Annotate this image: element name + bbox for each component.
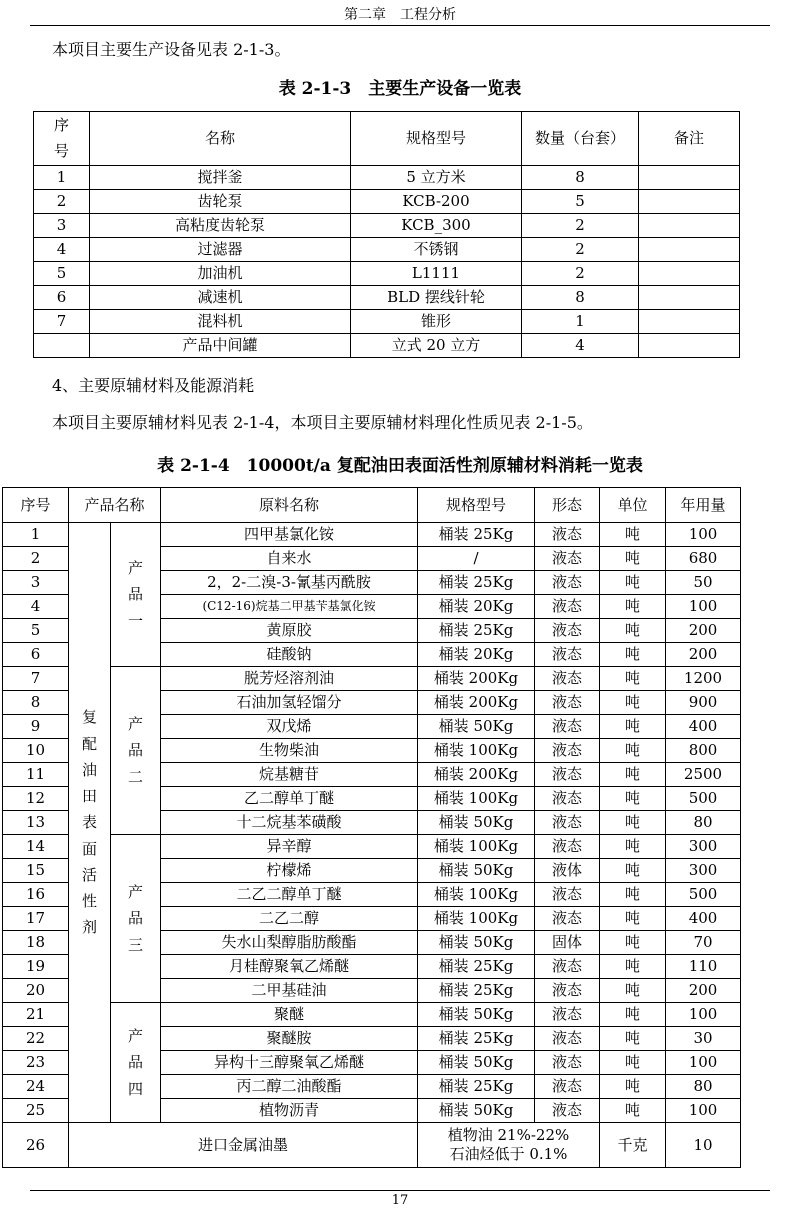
spec-cell: 桶装 25Kg bbox=[418, 523, 535, 547]
qty-cell: 680 bbox=[666, 547, 741, 571]
seq-cell: 20 bbox=[3, 979, 69, 1003]
spec-cell: 桶装 100Kg bbox=[418, 907, 535, 931]
seq-cell: 8 bbox=[3, 691, 69, 715]
unit-cell: 吨 bbox=[600, 1027, 666, 1051]
spec-cell: 桶装 50Kg bbox=[418, 811, 535, 835]
seq-cell: 23 bbox=[3, 1051, 69, 1075]
state-cell: 液态 bbox=[535, 787, 600, 811]
qty-cell: 2500 bbox=[666, 763, 741, 787]
spec-cell: 桶装 50Kg bbox=[418, 1051, 535, 1075]
material-cell: 进口金属油墨 bbox=[69, 1123, 418, 1168]
remark-cell bbox=[639, 213, 740, 237]
state-cell: 液体 bbox=[535, 859, 600, 883]
unit-cell: 千克 bbox=[600, 1123, 666, 1168]
intro-paragraph-2: 本项目主要原辅材料见表 2-1-4，本项目主要原辅材料理化性质见表 2-1-5。 bbox=[52, 413, 593, 432]
header-divider bbox=[30, 25, 770, 26]
unit-cell: 吨 bbox=[600, 835, 666, 859]
state-cell: 液态 bbox=[535, 571, 600, 595]
qty-cell: 70 bbox=[666, 931, 741, 955]
spec-cell: 桶装 50Kg bbox=[418, 715, 535, 739]
qty-cell: 200 bbox=[666, 979, 741, 1003]
seq-cell: 16 bbox=[3, 883, 69, 907]
seq-cell: 1 bbox=[3, 523, 69, 547]
material-cell: 异构十三醇聚氧乙烯醚 bbox=[161, 1051, 418, 1075]
spec-cell: 桶装 200Kg bbox=[418, 691, 535, 715]
material-cell: 四甲基氯化铵 bbox=[161, 523, 418, 547]
material-cell: 生物柴油 bbox=[161, 739, 418, 763]
material-cell: 植物沥青 bbox=[161, 1099, 418, 1123]
unit-cell: 吨 bbox=[600, 547, 666, 571]
qty-cell: 80 bbox=[666, 811, 741, 835]
unit-cell: 吨 bbox=[600, 523, 666, 547]
qty-cell: 30 bbox=[666, 1027, 741, 1051]
spec-cell: 桶装 100Kg bbox=[418, 883, 535, 907]
seq-cell: 4 bbox=[34, 237, 90, 261]
seq-cell: 11 bbox=[3, 763, 69, 787]
spec-cell: 桶装 100Kg bbox=[418, 739, 535, 763]
state-cell: 液态 bbox=[535, 619, 600, 643]
table-row bbox=[3, 835, 741, 859]
spec-cell: 桶装 200Kg bbox=[418, 763, 535, 787]
unit-cell: 吨 bbox=[600, 691, 666, 715]
qty-cell: 200 bbox=[666, 619, 741, 643]
name-cell: 过滤器 bbox=[90, 237, 351, 261]
unit-cell: 吨 bbox=[600, 883, 666, 907]
state-cell: 液态 bbox=[535, 667, 600, 691]
header-seq: 序号 bbox=[3, 488, 69, 523]
table-row bbox=[34, 261, 740, 285]
spec-cell: 桶装 25Kg bbox=[418, 1075, 535, 1099]
qty-cell: 5 bbox=[522, 189, 639, 213]
unit-cell: 吨 bbox=[600, 979, 666, 1003]
table-row bbox=[3, 667, 741, 691]
seq-cell: 14 bbox=[3, 835, 69, 859]
spec-cell: 桶装 20Kg bbox=[418, 643, 535, 667]
state-cell: 液态 bbox=[535, 715, 600, 739]
qty-cell: 100 bbox=[666, 1051, 741, 1075]
qty-cell: 2 bbox=[522, 213, 639, 237]
state-cell: 液态 bbox=[535, 1099, 600, 1123]
state-cell: 液态 bbox=[535, 883, 600, 907]
qty-cell: 8 bbox=[522, 165, 639, 189]
table-row bbox=[34, 237, 740, 261]
qty-cell: 10 bbox=[666, 1123, 741, 1168]
header-state: 形态 bbox=[535, 488, 600, 523]
seq-cell: 10 bbox=[3, 739, 69, 763]
seq-cell: 1 bbox=[34, 165, 90, 189]
header-unit: 单位 bbox=[600, 488, 666, 523]
seq-cell: 13 bbox=[3, 811, 69, 835]
material-cell: 月桂醇聚氧乙烯醚 bbox=[161, 955, 418, 979]
remark-cell bbox=[639, 165, 740, 189]
materials-table bbox=[2, 487, 741, 1168]
material-cell: 二甲基硅油 bbox=[161, 979, 418, 1003]
header-seq-cell: 序 号 bbox=[34, 112, 90, 166]
state-cell: 液态 bbox=[535, 811, 600, 835]
spec-line: 植物油 21%-22% bbox=[447, 1125, 570, 1144]
seq-cell: 24 bbox=[3, 1075, 69, 1099]
seq-cell: 6 bbox=[3, 643, 69, 667]
material-cell: 黄原胶 bbox=[161, 619, 418, 643]
state-cell: 液态 bbox=[535, 547, 600, 571]
table-row bbox=[3, 1123, 741, 1168]
remark-cell bbox=[639, 309, 740, 333]
state-cell: 液态 bbox=[535, 1075, 600, 1099]
seq-cell: 22 bbox=[3, 1027, 69, 1051]
state-cell: 液态 bbox=[535, 523, 600, 547]
state-cell: 液态 bbox=[535, 979, 600, 1003]
seq-cell: 17 bbox=[3, 907, 69, 931]
unit-cell: 吨 bbox=[600, 1003, 666, 1027]
material-cell: 脱芳烃溶剂油 bbox=[161, 667, 418, 691]
spec-cell: KCB_300 bbox=[351, 213, 522, 237]
unit-cell: 吨 bbox=[600, 1051, 666, 1075]
material-cell: 柠檬烯 bbox=[161, 859, 418, 883]
product-subgroup-cell: 产 品 二 bbox=[111, 667, 161, 835]
qty-cell: 500 bbox=[666, 787, 741, 811]
spec-cell: 桶装 20Kg bbox=[418, 595, 535, 619]
seq-cell: 12 bbox=[3, 787, 69, 811]
footer-divider bbox=[30, 1190, 770, 1191]
material-cell: 聚醚 bbox=[161, 1003, 418, 1027]
seq-cell: 19 bbox=[3, 955, 69, 979]
material-cell: 自来水 bbox=[161, 547, 418, 571]
spec-cell: KCB-200 bbox=[351, 189, 522, 213]
table1-caption: 表 2-1-3 主要生产设备一览表 bbox=[278, 79, 522, 99]
section-heading-4: 4、主要原辅材料及能源消耗 bbox=[52, 376, 255, 395]
material-cell: 二乙二醇 bbox=[161, 907, 418, 931]
qty-cell: 800 bbox=[666, 739, 741, 763]
state-cell: 液态 bbox=[535, 763, 600, 787]
material-cell: 聚醚胺 bbox=[161, 1027, 418, 1051]
header-material: 原料名称 bbox=[161, 488, 418, 523]
name-cell: 产品中间罐 bbox=[90, 333, 351, 357]
seq-cell bbox=[34, 333, 90, 357]
unit-cell: 吨 bbox=[600, 811, 666, 835]
qty-cell: 100 bbox=[666, 1099, 741, 1123]
unit-cell: 吨 bbox=[600, 787, 666, 811]
name-cell: 高粘度齿轮泵 bbox=[90, 213, 351, 237]
intro-paragraph-1: 本项目主要生产设备见表 2-1-3。 bbox=[52, 40, 291, 59]
qty-cell: 400 bbox=[666, 907, 741, 931]
qty-cell: 100 bbox=[666, 523, 741, 547]
qty-cell: 200 bbox=[666, 643, 741, 667]
qty-cell: 110 bbox=[666, 955, 741, 979]
seq-cell: 5 bbox=[3, 619, 69, 643]
unit-cell: 吨 bbox=[600, 763, 666, 787]
qty-cell: 80 bbox=[666, 1075, 741, 1099]
qty-cell: 4 bbox=[522, 333, 639, 357]
qty-cell: 2 bbox=[522, 237, 639, 261]
table2-caption: 表 2-1-4 10000t/a 复配油田表面活性剂原辅材料消耗一览表 bbox=[157, 456, 643, 476]
material-cell: 乙二醇单丁醚 bbox=[161, 787, 418, 811]
state-cell: 液态 bbox=[535, 1051, 600, 1075]
table-row bbox=[34, 165, 740, 189]
table-row bbox=[34, 189, 740, 213]
spec-cell: 桶装 25Kg bbox=[418, 1027, 535, 1051]
seq-cell: 4 bbox=[3, 595, 69, 619]
spec-cell: 锥形 bbox=[351, 309, 522, 333]
unit-cell: 吨 bbox=[600, 571, 666, 595]
seq-cell: 2 bbox=[3, 547, 69, 571]
spec-cell: 桶装 25Kg bbox=[418, 979, 535, 1003]
seq-cell: 18 bbox=[3, 931, 69, 955]
header-remark-cell: 备注 bbox=[639, 112, 740, 166]
remark-cell bbox=[639, 261, 740, 285]
spec-cell: 5 立方米 bbox=[351, 165, 522, 189]
state-cell: 液态 bbox=[535, 643, 600, 667]
table-row bbox=[34, 213, 740, 237]
state-cell: 液态 bbox=[535, 1003, 600, 1027]
spec-cell bbox=[418, 1123, 600, 1168]
material-cell: 烷基糖苷 bbox=[161, 763, 418, 787]
name-cell: 齿轮泵 bbox=[90, 189, 351, 213]
spec-line: 石油烃低于 0.1% bbox=[449, 1145, 568, 1163]
spec-cell: L1111 bbox=[351, 261, 522, 285]
product-subgroup-cell: 产 品 四 bbox=[111, 1003, 161, 1123]
state-cell: 液态 bbox=[535, 835, 600, 859]
header-spec: 规格型号 bbox=[418, 488, 535, 523]
table-row bbox=[34, 309, 740, 333]
remark-cell bbox=[639, 237, 740, 261]
unit-cell: 吨 bbox=[600, 643, 666, 667]
unit-cell: 吨 bbox=[600, 739, 666, 763]
qty-cell: 100 bbox=[666, 1003, 741, 1027]
header-name-cell: 名称 bbox=[90, 112, 351, 166]
remark-cell bbox=[639, 285, 740, 309]
remark-cell bbox=[639, 189, 740, 213]
spec-cell: 桶装 100Kg bbox=[418, 835, 535, 859]
unit-cell: 吨 bbox=[600, 595, 666, 619]
state-cell: 液态 bbox=[535, 595, 600, 619]
table-row bbox=[34, 285, 740, 309]
unit-cell: 吨 bbox=[600, 1075, 666, 1099]
qty-cell: 1 bbox=[522, 309, 639, 333]
material-cell: 石油加氢轻馏分 bbox=[161, 691, 418, 715]
seq-cell: 5 bbox=[34, 261, 90, 285]
spec-cell: / bbox=[418, 547, 535, 571]
table-header-row bbox=[34, 112, 740, 166]
seq-cell: 9 bbox=[3, 715, 69, 739]
table-row bbox=[3, 1003, 741, 1027]
seq-cell: 26 bbox=[3, 1123, 69, 1168]
name-cell: 加油机 bbox=[90, 261, 351, 285]
seq-cell: 3 bbox=[3, 571, 69, 595]
equipment-table bbox=[33, 111, 740, 358]
spec-cell: 不锈钢 bbox=[351, 237, 522, 261]
qty-cell: 400 bbox=[666, 715, 741, 739]
spec-cell: 桶装 50Kg bbox=[418, 931, 535, 955]
unit-cell: 吨 bbox=[600, 619, 666, 643]
qty-cell: 2 bbox=[522, 261, 639, 285]
state-cell: 液态 bbox=[535, 691, 600, 715]
state-cell: 液态 bbox=[535, 907, 600, 931]
material-cell: (C12-16)烷基二甲基苄基氯化铵 bbox=[161, 595, 418, 619]
material-cell: 丙二醇二油酸酯 bbox=[161, 1075, 418, 1099]
table-row bbox=[3, 523, 741, 547]
product-subgroup-cell: 产 品 一 bbox=[111, 523, 161, 667]
state-cell: 液态 bbox=[535, 955, 600, 979]
spec-cell: 立式 20 立方 bbox=[351, 333, 522, 357]
name-cell: 搅拌釜 bbox=[90, 165, 351, 189]
material-cell: 硅酸钠 bbox=[161, 643, 418, 667]
material-cell: 十二烷基苯磺酸 bbox=[161, 811, 418, 835]
header-product: 产品名称 bbox=[69, 488, 161, 523]
qty-cell: 50 bbox=[666, 571, 741, 595]
name-cell: 混料机 bbox=[90, 309, 351, 333]
seq-cell: 6 bbox=[34, 285, 90, 309]
spec-cell: 桶装 50Kg bbox=[418, 1099, 535, 1123]
page-number: 17 bbox=[391, 1193, 409, 1208]
qty-cell: 1200 bbox=[666, 667, 741, 691]
material-cell: 2，2-二溴-3-氰基丙酰胺 bbox=[161, 571, 418, 595]
unit-cell: 吨 bbox=[600, 1099, 666, 1123]
spec-cell: 桶装 200Kg bbox=[418, 667, 535, 691]
spec-cell: 桶装 25Kg bbox=[418, 571, 535, 595]
product-subgroup-cell: 产 品 三 bbox=[111, 835, 161, 1003]
qty-cell: 500 bbox=[666, 883, 741, 907]
state-cell: 液态 bbox=[535, 1027, 600, 1051]
header-qty-cell: 数量（台套） bbox=[522, 112, 639, 166]
material-cell: 二乙二醇单丁醚 bbox=[161, 883, 418, 907]
unit-cell: 吨 bbox=[600, 931, 666, 955]
unit-cell: 吨 bbox=[600, 907, 666, 931]
spec-cell: BLD 摆线针轮 bbox=[351, 285, 522, 309]
unit-cell: 吨 bbox=[600, 667, 666, 691]
qty-cell: 100 bbox=[666, 595, 741, 619]
header-qty: 年用量 bbox=[666, 488, 741, 523]
spec-cell: 桶装 25Kg bbox=[418, 955, 535, 979]
header-spec-cell: 规格型号 bbox=[351, 112, 522, 166]
material-cell: 失水山梨醇脂肪酸酯 bbox=[161, 931, 418, 955]
state-cell: 固体 bbox=[535, 931, 600, 955]
spec-cell: 桶装 50Kg bbox=[418, 1003, 535, 1027]
page-header: 第二章 工程分析 bbox=[344, 7, 456, 23]
spec-cell: 桶装 50Kg bbox=[418, 859, 535, 883]
unit-cell: 吨 bbox=[600, 715, 666, 739]
material-cell: 异辛醇 bbox=[161, 835, 418, 859]
name-cell: 减速机 bbox=[90, 285, 351, 309]
qty-cell: 300 bbox=[666, 835, 741, 859]
seq-cell: 7 bbox=[34, 309, 90, 333]
product-group-cell: 复 配 油 田 表 面 活 性 剂 bbox=[69, 523, 111, 1123]
seq-cell: 15 bbox=[3, 859, 69, 883]
remark-cell bbox=[639, 333, 740, 357]
seq-cell: 3 bbox=[34, 213, 90, 237]
qty-cell: 300 bbox=[666, 859, 741, 883]
table-header-row bbox=[3, 488, 741, 523]
seq-cell: 25 bbox=[3, 1099, 69, 1123]
state-cell: 液态 bbox=[535, 739, 600, 763]
unit-cell: 吨 bbox=[600, 859, 666, 883]
material-cell: 双戊烯 bbox=[161, 715, 418, 739]
seq-cell: 2 bbox=[34, 189, 90, 213]
table-row bbox=[34, 333, 740, 357]
seq-cell: 21 bbox=[3, 1003, 69, 1027]
spec-cell: 桶装 100Kg bbox=[418, 787, 535, 811]
qty-cell: 900 bbox=[666, 691, 741, 715]
seq-cell: 7 bbox=[3, 667, 69, 691]
unit-cell: 吨 bbox=[600, 955, 666, 979]
qty-cell: 8 bbox=[522, 285, 639, 309]
spec-cell: 桶装 25Kg bbox=[418, 619, 535, 643]
